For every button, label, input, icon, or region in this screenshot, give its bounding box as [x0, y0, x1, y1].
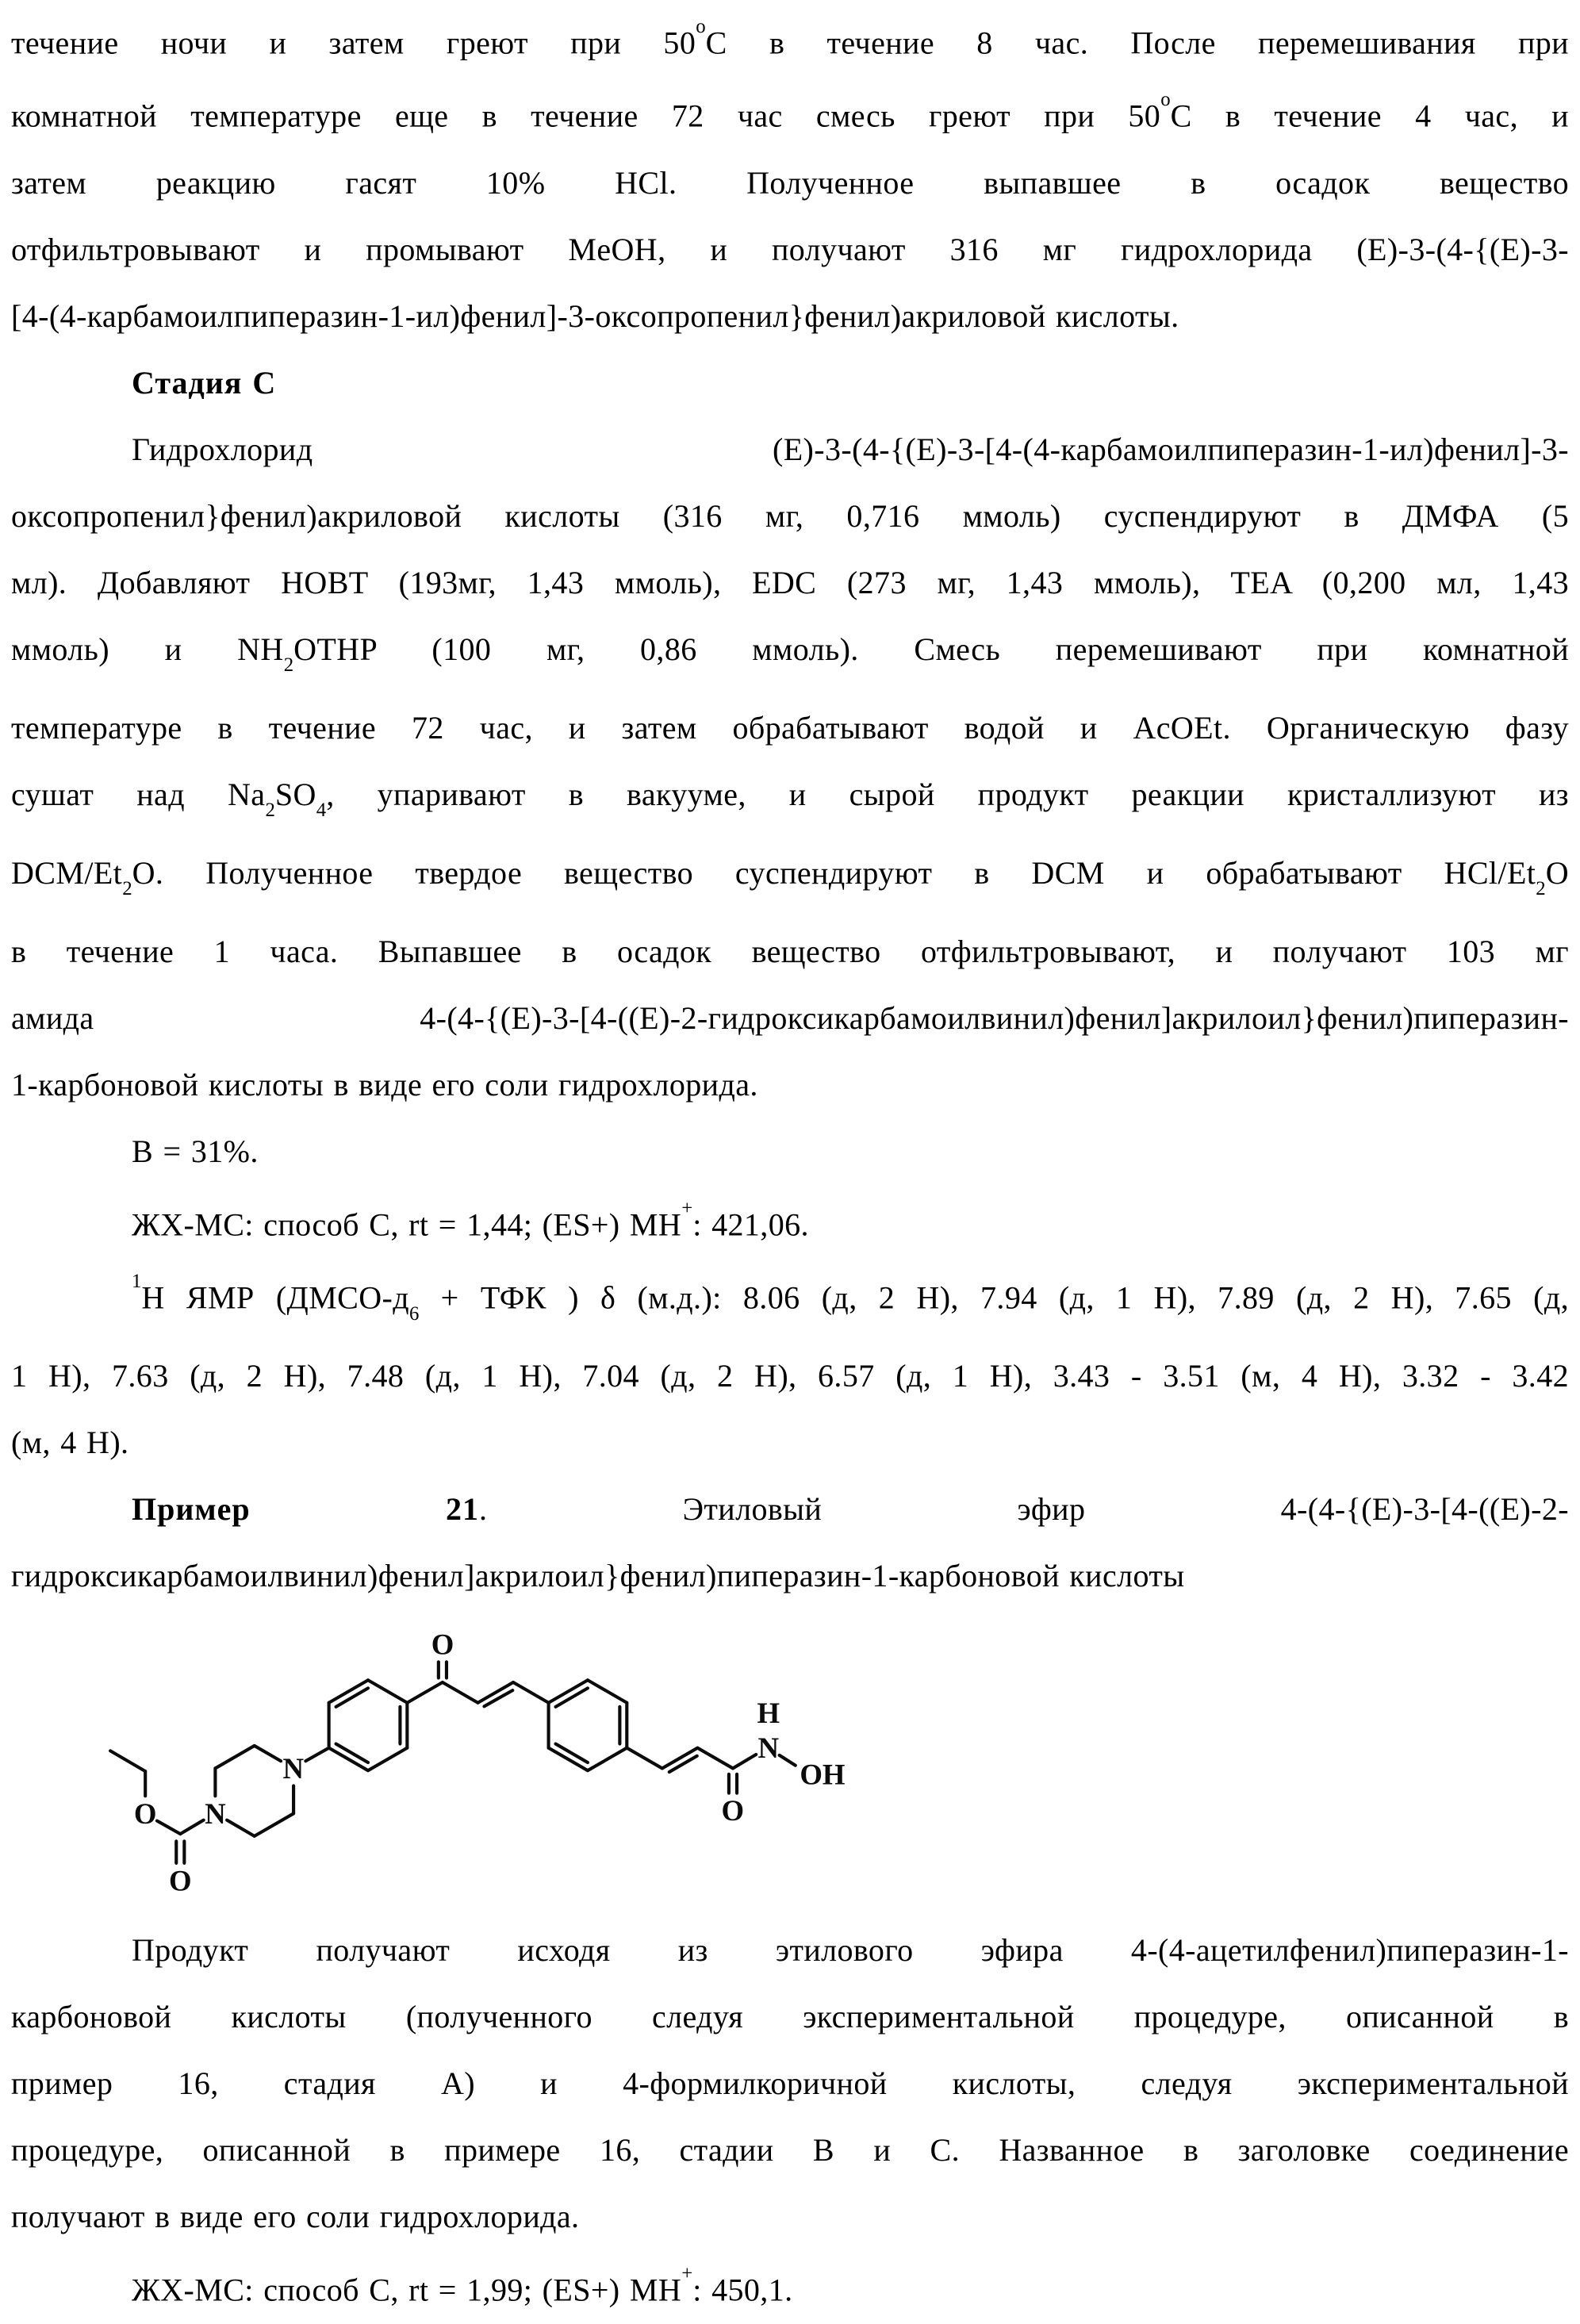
- document-top: [11, 3, 1569, 1609]
- atom-label: H: [757, 1697, 780, 1730]
- atom-label: O: [721, 1794, 745, 1827]
- text-line: карбоновой кислоты (полученного следуя экспериментальной процедуре, описанной в: [11, 1999, 1569, 2035]
- text-line: отфильтровывают и промывают MeOH, и получают 316 мг гидрохлорида (E)-3-(4-{(E)-3-: [11, 231, 1569, 267]
- text-line: амида 4-(4-{(E)-3-[4-((E)-2-гидроксикарбамоилвинил)фенил]акрилоил}фенил)пиперазин-: [11, 999, 1569, 1036]
- atom-label: O: [431, 1628, 454, 1662]
- text-line: процедуре, описанной в примере 16, стадии B и C. Названное в заголовке соединение: [11, 2132, 1569, 2169]
- text-line: ЖХ-МС: способ C, rt = 1,44; (ES+) MH+: 421,06.: [132, 1197, 809, 1242]
- atom-labels: [134, 1628, 846, 1896]
- paragraph-lcms-450: [11, 2250, 1569, 2323]
- text-line: получают в виде его соли гидрохлорида.: [11, 2199, 580, 2235]
- text-line: B = 31%.: [132, 1133, 259, 1169]
- heading-stage-c: [11, 350, 1569, 416]
- atom-label: O: [168, 1864, 192, 1897]
- text-line: DCM/$Et_2O$. Полученное твердое вещество суспендируют в DCM и обрабатывают HCl/$Et_2O$: [11, 854, 1569, 900]
- text-line: затем реакцию гасят 10% HCl. Полученное выпавшее в осадок вещество: [11, 164, 1569, 201]
- document-bottom: [11, 1917, 1569, 2323]
- text-line: гидроксикарбамоилвинил)фенил]акрилоил}фенил)пиперазин-1-карбоновой кислоты: [11, 1558, 1185, 1594]
- text-line: ЖХ-МС: способ C, rt = 1,99; (ES+) MH+: 450,1.: [132, 2263, 793, 2308]
- atom-label: N: [205, 1797, 226, 1831]
- paragraph-stage-c-procedure: [11, 416, 1569, 1118]
- text-line: в течение 1 часа. Выпавшее в осадок вещество отфильтровывают, и получают 103 мг: [11, 933, 1569, 969]
- text-line: оксопропенил}фенил)акриловой кислоты (316 мг, 0,716 ммоль) суспендируют в ДМФА (5: [11, 497, 1569, 534]
- text-line: пример 16, стадия A) и 4-формилкоричной кислоты, следуя экспериментальной: [11, 2065, 1569, 2102]
- text-line: Пример 21. Этиловый эфир 4-(4-{(E)-3-[4-((E)-2-: [132, 1491, 1569, 1528]
- text-line: комнатной температуре еще в течение 72 час смесь греют при $50^оС$ в течение 4 час, и: [11, 89, 1569, 134]
- text-line: температуре в течение 72 час, и затем обрабатывают водой и AcOEt. Органическую фазу: [11, 709, 1569, 746]
- text-line: мл). Добавляют HOBT (193мг, 1,43 ммоль), EDC (273 мг, 1,43 ммоль), TEA (0,200 мл, 1,43: [11, 564, 1569, 600]
- text-line: (м, 4 H).: [11, 1425, 129, 1461]
- text-line: сушат над $Na_2SO_4$, упаривают в вакууме, и сырой продукт реакции кристаллизуют из: [11, 776, 1569, 822]
- text-line: [4-(4-карбамоилпиперазин-1-ил)фенил]-3-оксопропенил}фенил)акриловой кислоты.: [11, 297, 1179, 334]
- text-line: Гидрохлорид (E)-3-(4-{(E)-3-[4-(4-карбамоилпиперазин-1-ил)фенил]-3-: [132, 431, 1569, 467]
- paragraph-lcms-421: [11, 1185, 1569, 1258]
- text-line: $^1$H ЯМР ($ДМСО-д_6$ + ТФК ) δ (м.д.): 8.06 (д, 2 H), 7.94 (д, 1 H), 7.89 (д, 2 H), 7.65 (д,: [132, 1271, 1569, 1325]
- atom-label: OH: [800, 1758, 846, 1791]
- atom-label: O: [133, 1797, 157, 1831]
- paragraph-example-21-procedure: [11, 1917, 1569, 2250]
- atom-label: N: [282, 1752, 304, 1785]
- chemical-structure-figure: [84, 1628, 1569, 1898]
- paragraph-yield: [11, 1118, 1569, 1185]
- bond-lines: [110, 1662, 796, 1864]
- text-line: ммоль) и $NH_2OTHP$ (100 мг, 0,86 ммоль). Смесь перемешивают при комнатной: [11, 631, 1570, 677]
- text-line: 1 H), 7.63 (д, 2 H), 7.48 (д, 1 H), 7.04 (д, 2 H), 6.57 (д, 1 H), 3.43 - 3.51 (м, 4 H), 3.32 - 3.42: [11, 1358, 1569, 1394]
- text-line: 1-карбоновой кислоты в виде его соли гидрохлорида.: [11, 1066, 758, 1103]
- text-line: Продукт получают исходя из этилового эфира 4-(4-ацетилфенил)пиперазин-1-: [132, 1932, 1569, 1969]
- chemical-structure: [84, 1628, 857, 1898]
- text-line: течение ночи и затем греют при $50^оС$ в течение 8 час. После перемешивания при: [11, 16, 1569, 61]
- text-line: Стадия C: [132, 364, 277, 401]
- heading-example-21: [11, 1476, 1569, 1609]
- atom-label: N: [757, 1731, 780, 1765]
- paragraph-step-b-continuation: [11, 3, 1569, 350]
- paragraph-nmr: [11, 1258, 1569, 1476]
